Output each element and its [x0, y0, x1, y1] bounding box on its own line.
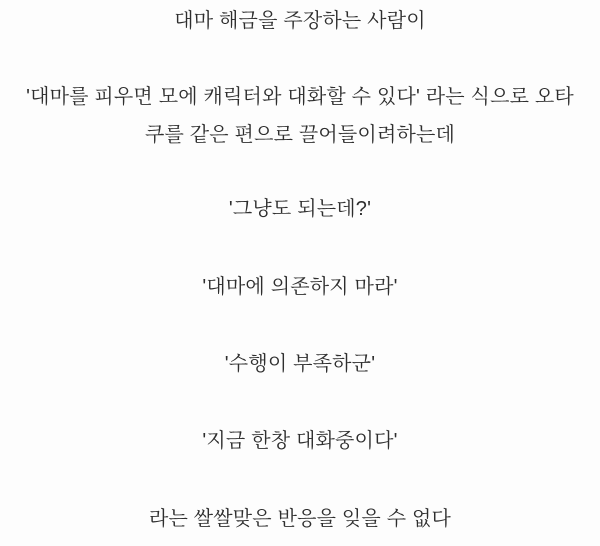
text-line: 대마 해금을 주장하는 사람이 — [174, 10, 426, 32]
text-line: '그냥도 되는데?' — [228, 198, 372, 220]
paragraph-claim — [0, 78, 600, 154]
paragraph-quote-3 — [0, 345, 600, 383]
text-line: '수행이 부족하군' — [224, 353, 376, 375]
paragraph-intro — [0, 2, 600, 40]
paragraph-quote-2 — [0, 268, 600, 306]
text-line: '지금 한창 대화중이다' — [202, 430, 398, 452]
paragraph-outro — [0, 500, 600, 538]
text-line: 라는 쌀쌀맞은 반응을 잊을 수 없다 — [148, 508, 452, 530]
paragraph-quote-4 — [0, 422, 600, 460]
text-line: 쿠를 같은 편으로 끌어들이려하는데 — [144, 124, 456, 146]
text-line: '대마를 피우면 모에 캐릭터와 대화할 수 있다' 라는 식으로 오타 — [26, 86, 574, 108]
text-line: '대마에 의존하지 마라' — [202, 276, 398, 298]
paragraph-quote-1 — [0, 190, 600, 228]
